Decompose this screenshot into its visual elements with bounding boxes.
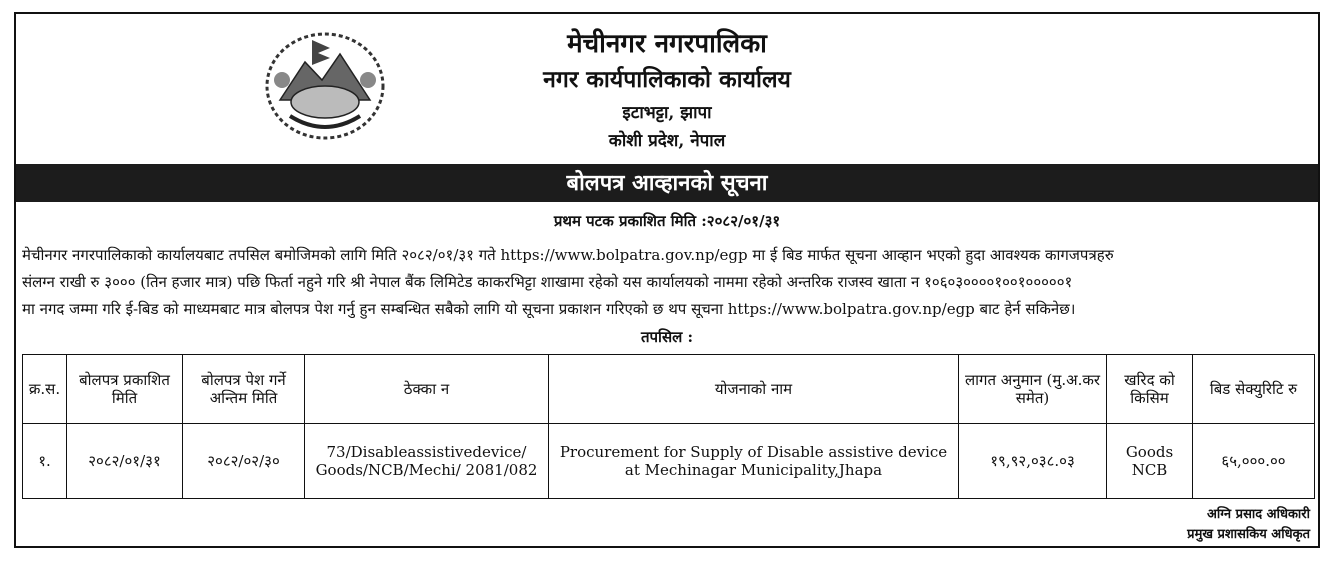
col-header-cost-estimate: लागत अनुमान (मु.अ.कर समेत) [959,355,1107,424]
cell-sn: १. [23,424,67,499]
cell-procurement-type: Goods NCB [1107,424,1193,499]
address-line-1: इटाभट्टा, झापा [622,103,712,123]
tender-table [22,354,1315,499]
cell-published-date: २०८२/०१/३१ [67,424,183,499]
cell-project-name: Procurement for Supply of Disable assistive device at Mechinagar Municipality,Jhapa [549,424,959,499]
published-date: प्रथम पटक प्रकाशित मिति :२०८२/०१/३१ [553,212,781,230]
cell-cost-estimate: १९,९२,०३८.०३ [959,424,1107,499]
cell-deadline: २०८२/०२/३० [183,424,305,499]
cell-bid-security: ६५,०००.०० [1193,424,1315,499]
body-line: मा नगद जम्मा गरि ई-बिड को माध्यमबाट मात्र बोलपत्र पेश गर्नु हुन सम्बन्धित सबैको लागि यो सूचना प्रकाशन गरिएको छ थप सूचना https://www.bolpatra.gov.np/egp बाट हेर्न सकिनेछ। [22,300,1076,318]
col-header-sn: क्र.स. [23,355,67,424]
col-header-project-name: योजनाको नाम [549,355,959,424]
col-header-contract-no: ठेक्का न [305,355,549,424]
notice-body [22,242,1316,323]
office-name: नगर कार्यपालिकाको कार्यालय [543,66,791,93]
col-header-published-date: बोलपत्र प्रकाशित मिति [67,355,183,424]
municipality-name: मेचीनगर नगरपालिका [567,29,767,59]
col-header-deadline: बोलपत्र पेश गर्ने अन्तिम मिति [183,355,305,424]
address-line-2: कोशी प्रदेश, नेपाल [608,131,726,151]
notice-frame [14,12,1320,548]
col-header-procurement-type: खरिद को किसिम [1107,355,1193,424]
notice-title-bar: बोलपत्र आव्हानको सूचना [16,164,1318,202]
body-line: संलग्न राखी रु ३००० (तिन हजार मात्र) पछि फिर्ता नहुने गरि श्री नेपाल बैंक लिमिटेड काकरभिट्टा शाखामा रहेको यस कार्यालयको नाममा रहेको अन्तरिक राजस्व खाता न १०६०३००००१००१०००००१ [22,273,1073,291]
col-header-bid-security: बिड सेक्युरिटि रु [1193,355,1315,424]
table-header-row [23,355,1315,424]
table-row [23,424,1315,499]
signatory-name: अग्नि प्रसाद अधिकारी [1206,507,1310,522]
signatory-title: प्रमुख प्रशासकिय अधिकृत [1187,527,1310,542]
cell-contract-no: 73/Disableassistivedevice/ Goods/NCB/Mechi/ 2081/082 [305,424,549,499]
details-label: तपसिल : [640,328,694,346]
body-line: मेचीनगर नगरपालिकाको कार्यालयबाट तपसिल बमोजिमको लागि मिति २०८२/०१/३१ गते https://www.bolpatra.gov.np/egp मा ई बिड मार्फत सूचना आव्हान भएको हुदा आवश्यक कागजपत्रहरु [22,246,1114,264]
